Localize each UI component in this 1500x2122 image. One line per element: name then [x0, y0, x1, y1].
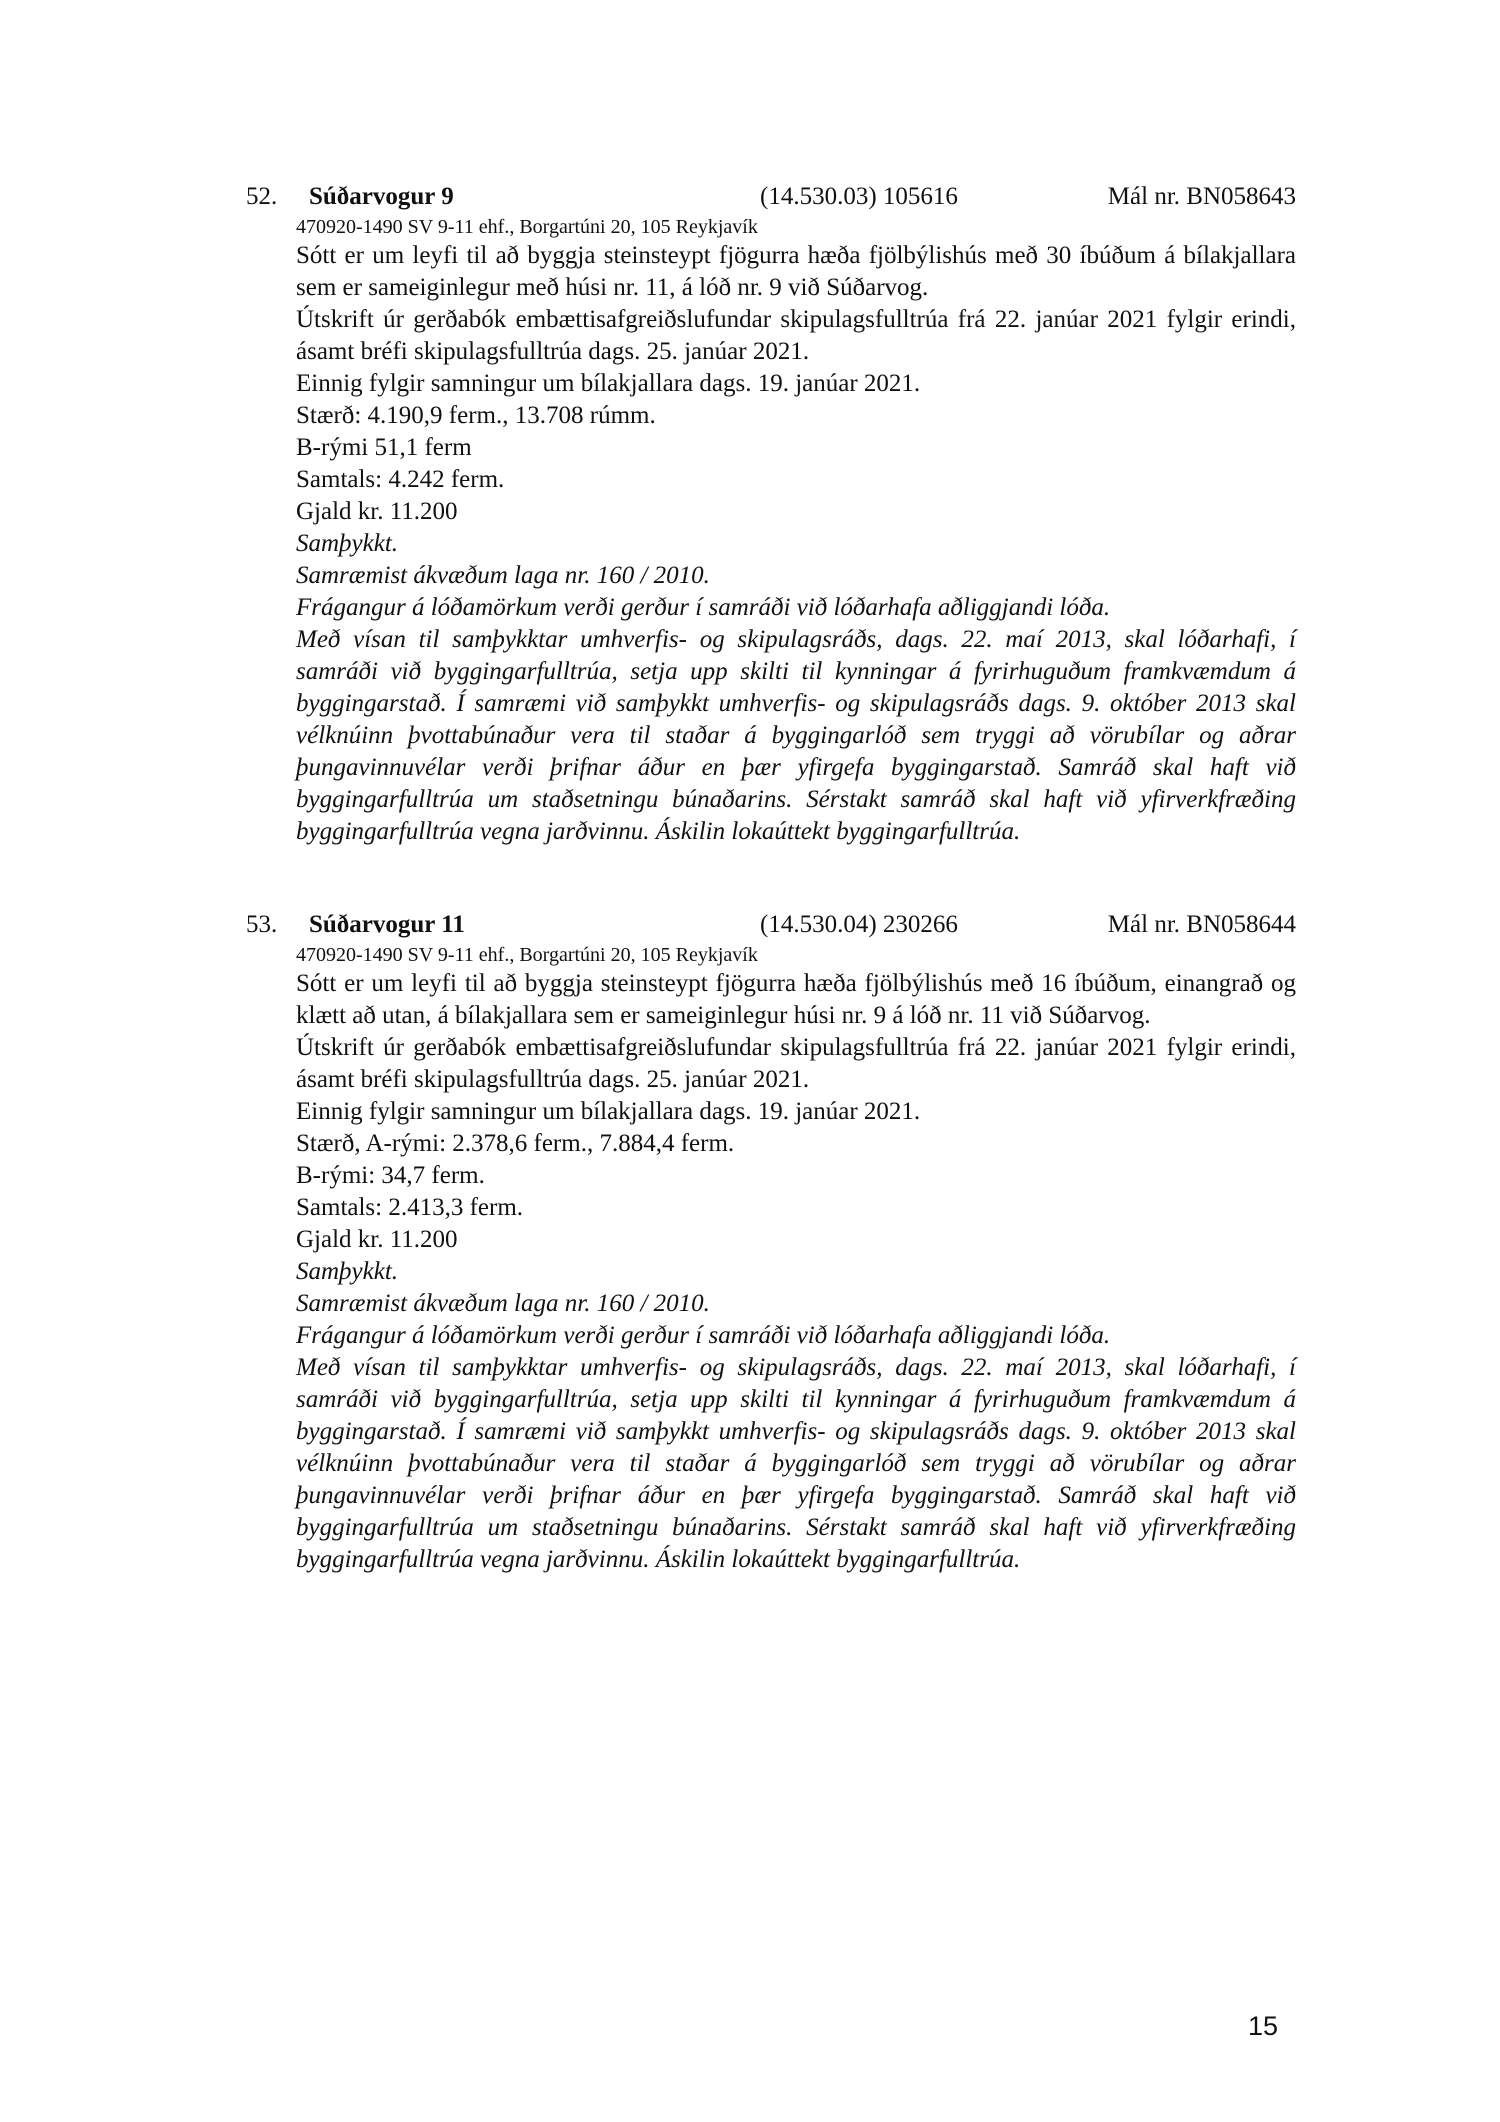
decision-text: Samþykkt.: [296, 1258, 399, 1285]
property-reference: (14.530.04) 230266: [760, 911, 958, 938]
size-text: Stærð, A-rými: 2.378,6 ferm., 7.884,4 ferm.: [296, 1130, 735, 1157]
page-number: 15: [1248, 2011, 1279, 2041]
item-number: 52.: [246, 183, 278, 210]
case-number: Mál nr. BN058643: [1107, 183, 1296, 210]
b-space-text: B-rými 51,1 ferm: [296, 434, 472, 461]
item-number: 53.: [246, 911, 278, 938]
minutes-text: Útskrift úr gerðabók embættisafgreiðslufundar skipulagsfulltrúa frá 22. janúar 2021 fylgir erindi, ásamt bréfi skipulagsfulltrúa dags. 25. janúar 2021.: [296, 306, 1296, 365]
agenda-item-header: [246, 908, 1296, 942]
boundary-text: Frágangur á lóðamörkum verði gerður í samráði við lóðarhafa aðliggjandi lóða.: [296, 594, 1111, 621]
agenda-item: [246, 180, 1296, 848]
agreement-text: Einnig fylgir samningur um bílakjallara dags. 19. janúar 2021.: [296, 370, 921, 397]
conformity-text: Samræmist ákvæðum laga nr. 160 / 2010.: [296, 1290, 710, 1317]
agenda-item-body: [296, 942, 1296, 1576]
item-title: Súðarvogur 11: [309, 911, 465, 938]
application-text: Sótt er um leyfi til að byggja steinsteypt fjögurra hæða fjölbýlishús með 30 íbúðum á bílakjallara sem er sameiginlegur með húsi nr. 11, á lóð nr. 9 við Súðarvog.: [296, 242, 1296, 301]
agenda-item-header: [246, 180, 1296, 214]
property-reference: (14.530.03) 105616: [760, 183, 958, 210]
applicant-line: 470920-1490 SV 9-11 ehf., Borgartúni 20, 105 Reykjavík: [296, 216, 758, 238]
total-text: Samtals: 4.242 ferm.: [296, 466, 505, 493]
size-text: Stærð: 4.190,9 ferm., 13.708 rúmm.: [296, 402, 656, 429]
conformity-text: Samræmist ákvæðum laga nr. 160 / 2010.: [296, 562, 710, 589]
fee-text: Gjald kr. 11.200: [296, 1226, 458, 1253]
b-space-text: B-rými: 34,7 ferm.: [296, 1162, 485, 1189]
item-title: Súðarvogur 9: [309, 183, 454, 210]
conditions-text: Með vísan til samþykktar umhverfis- og skipulagsráðs, dags. 22. maí 2013, skal lóðarhafi, í samráði við byggingarfulltrúa, setja upp skilti til kynningar á fyrirhuguðum framkvæmdum á byggingarstað. Í samræmi við samþykkt umhverfis- og skipulagsráðs dags. 9. október 2013 skal vélknúinn þvottabúnaður vera til staðar á byggingarlóð sem tryggi að vörubílar og aðrar þungavinnuvélar verði þrifnar áður en þær yfirgefa byggingarstað. Samráð skal haft við byggingarfulltrúa um staðsetningu búnaðarins. Sérstakt samráð skal haft við yfirverkfræðing byggingarfulltrúa vegna jarðvinnu. Áskilin lokaúttekt byggingarfulltrúa.: [296, 1354, 1296, 1573]
decision-text: Samþykkt.: [296, 530, 399, 557]
fee-text: Gjald kr. 11.200: [296, 498, 458, 525]
agenda-item-body: [296, 214, 1296, 848]
applicant-line: 470920-1490 SV 9-11 ehf., Borgartúni 20, 105 Reykjavík: [296, 944, 758, 966]
application-text: Sótt er um leyfi til að byggja steinsteypt fjögurra hæða fjölbýlishús með 16 íbúðum, einangrað og klætt að utan, á bílakjallara sem er sameiginlegur húsi nr. 9 á lóð nr. 11 við Súðarvog.: [296, 970, 1296, 1029]
conditions-text: Með vísan til samþykktar umhverfis- og skipulagsráðs, dags. 22. maí 2013, skal lóðarhafi, í samráði við byggingarfulltrúa, setja upp skilti til kynningar á fyrirhuguðum framkvæmdum á byggingarstað. Í samræmi við samþykkt umhverfis- og skipulagsráðs dags. 9. október 2013 skal vélknúinn þvottabúnaður vera til staðar á byggingarlóð sem tryggi að vörubílar og aðrar þungavinnuvélar verði þrifnar áður en þær yfirgefa byggingarstað. Samráð skal haft við byggingarfulltrúa um staðsetningu búnaðarins. Sérstakt samráð skal haft við yfirverkfræðing byggingarfulltrúa vegna jarðvinnu. Áskilin lokaúttekt byggingarfulltrúa.: [296, 626, 1296, 845]
minutes-text: Útskrift úr gerðabók embættisafgreiðslufundar skipulagsfulltrúa frá 22. janúar 2021 fylgir erindi, ásamt bréfi skipulagsfulltrúa dags. 25. janúar 2021.: [296, 1034, 1296, 1093]
boundary-text: Frágangur á lóðamörkum verði gerður í samráði við lóðarhafa aðliggjandi lóða.: [296, 1322, 1111, 1349]
agenda-item: [246, 908, 1296, 1576]
total-text: Samtals: 2.413,3 ferm.: [296, 1194, 524, 1221]
agreement-text: Einnig fylgir samningur um bílakjallara dags. 19. janúar 2021.: [296, 1098, 921, 1125]
case-number: Mál nr. BN058644: [1107, 911, 1296, 938]
